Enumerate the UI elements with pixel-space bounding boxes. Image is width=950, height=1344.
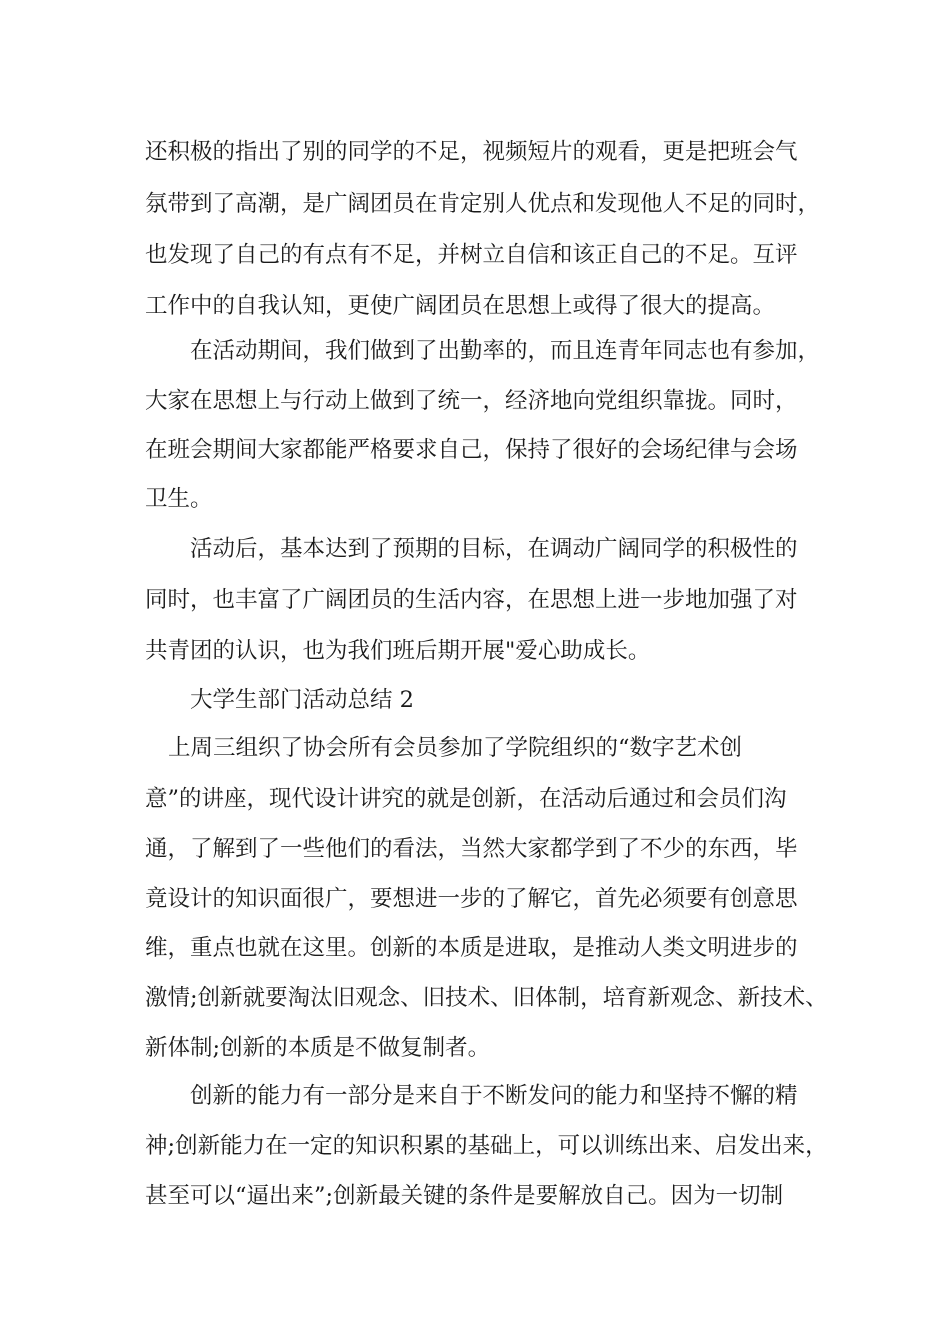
text-line: 在班会期间大家都能严格要求自己，保持了很好的会场纪律与会场	[145, 437, 798, 463]
text-line: 上周三组织了协会所有会员参加了学院组织的“数字艺术创	[168, 735, 743, 761]
text-line: 还积极的指出了别的同学的不足，视频短片的观看，更是把班会气	[145, 139, 798, 165]
text-line: 同时，也丰富了广阔团员的生活内容，在思想上进一步地加强了对	[145, 587, 798, 613]
text-line: 卫生。	[145, 486, 213, 512]
text-line: 激情;创新就要淘汰旧观念、旧技术、旧体制，培育新观念、新技术、	[145, 985, 828, 1011]
text-line: 大家在思想上与行动上做到了统一，经济地向党组织靠拢。同时，	[145, 388, 798, 414]
text-line: 甚至可以“逼出来”;创新最关键的条件是要解放自己。因为一切制	[145, 1183, 784, 1209]
text-line: 也发现了自己的有点有不足，并树立自信和该正自己的不足。互评	[145, 242, 798, 268]
text-line: 通，了解到了一些他们的看法，当然大家都学到了不少的东西，毕	[145, 836, 798, 862]
heading-text: 大学生部门活动总结 2	[190, 687, 414, 713]
text-line: 竟设计的知识面很广，要想进一步的了解它，首先必须要有创意思	[145, 886, 798, 912]
text-line: 维，重点也就在这里。创新的本质是进取，是推动人类文明进步的	[145, 935, 798, 961]
text-line: 活动后，基本达到了预期的目标，在调动广阔同学的积极性的	[190, 536, 798, 562]
text-line: 工作中的自我认知，更使广阔团员在思想上或得了很大的提高。	[145, 293, 776, 319]
text-line: 共青团的认识，也为我们班后期开展"爱心助成长。	[145, 638, 651, 664]
text-line: 新体制;创新的本质是不做复制者。	[145, 1035, 491, 1061]
text-line: 氛带到了高潮，是广阔团员在肯定别人优点和发现他人不足的同时，	[145, 191, 821, 217]
text-line: 创新的能力有一部分是来自于不断发问的能力和坚持不懈的精	[190, 1083, 798, 1109]
text-line: 神;创新能力在一定的知识积累的基础上，可以训练出来、启发出来，	[145, 1133, 828, 1159]
text-line: 在活动期间，我们做到了出勤率的，而且连青年同志也有参加，	[190, 338, 821, 364]
text-line: 意”的讲座，现代设计讲究的就是创新，在活动后通过和会员们沟	[145, 786, 787, 812]
